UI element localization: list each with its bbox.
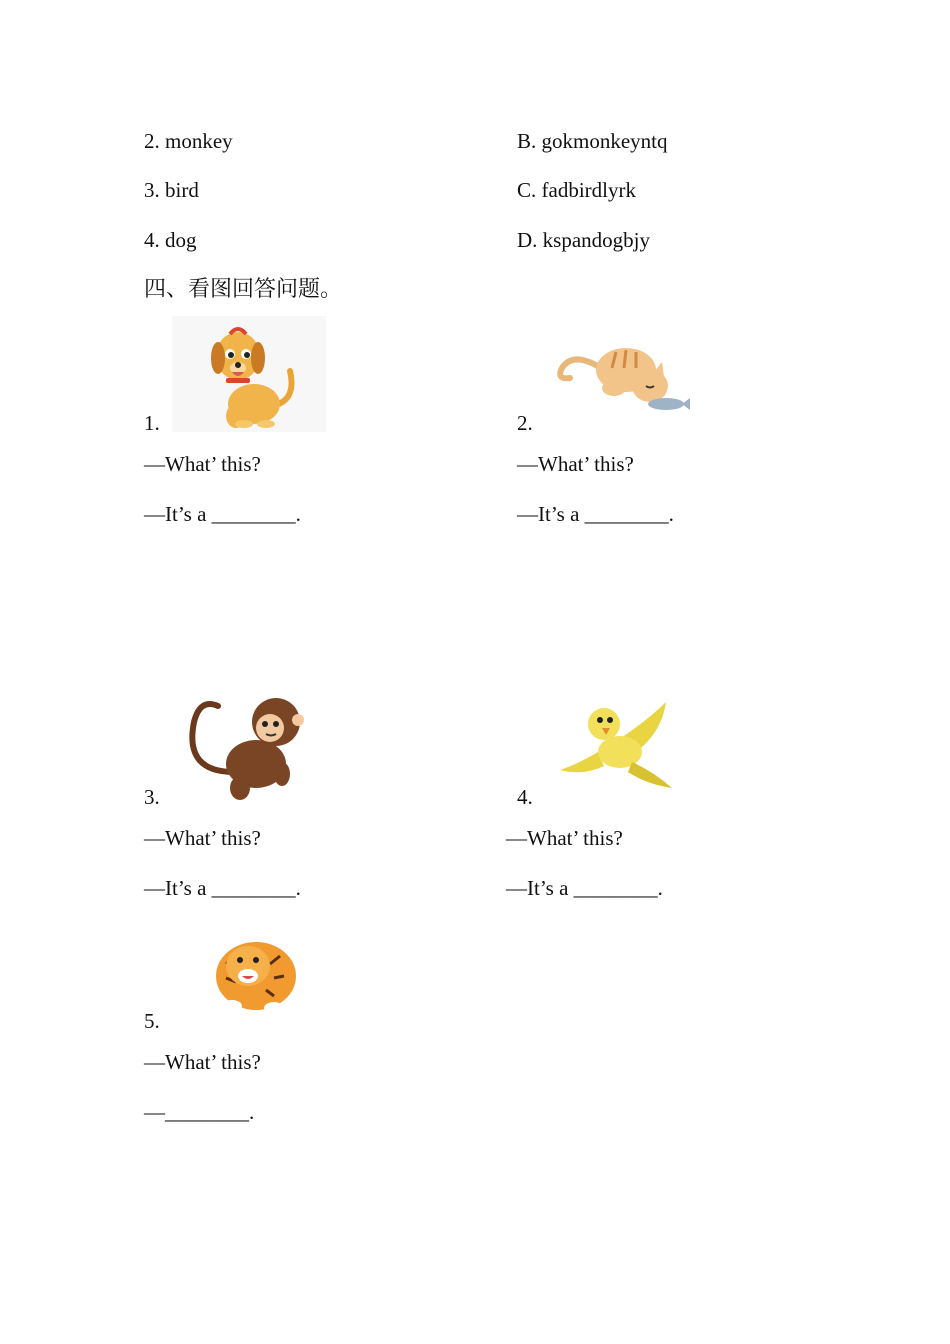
item-1-answer: —It’s a ________. (144, 502, 301, 526)
match-option-b: B. gokmonkeyntq (517, 129, 668, 153)
match-option-d: D. kspandogbjy (517, 228, 650, 252)
bird-picture (558, 700, 678, 792)
match-word-bird: 3. bird (144, 178, 199, 202)
item-1-number: 1. (144, 411, 160, 435)
item-2-question: —What’ this? (517, 452, 634, 476)
item-4-answer: —It’s a ________. (506, 876, 663, 900)
item-5-answer: —________. (144, 1100, 255, 1124)
item-2-number: 2. (517, 411, 533, 435)
section-title: 四、看图回答问题。 (144, 276, 343, 301)
item-4-number: 4. (517, 785, 533, 809)
item-5-question: —What’ this? (144, 1050, 261, 1074)
item-2-answer: —It’s a ________. (517, 502, 674, 526)
cat-picture (554, 336, 692, 418)
item-5-number: 5. (144, 1009, 160, 1033)
item-4-question: —What’ this? (506, 826, 623, 850)
monkey-picture (186, 692, 306, 804)
item-3-answer: —It’s a ________. (144, 876, 301, 900)
item-1-question: —What’ this? (144, 452, 261, 476)
match-word-dog: 4. dog (144, 228, 197, 252)
tiger-picture (204, 922, 304, 1018)
match-option-c: C. fadbirdlyrk (517, 178, 636, 202)
dog-picture (172, 316, 326, 432)
item-3-number: 3. (144, 785, 160, 809)
match-word-monkey: 2. monkey (144, 129, 233, 153)
item-3-question: —What’ this? (144, 826, 261, 850)
